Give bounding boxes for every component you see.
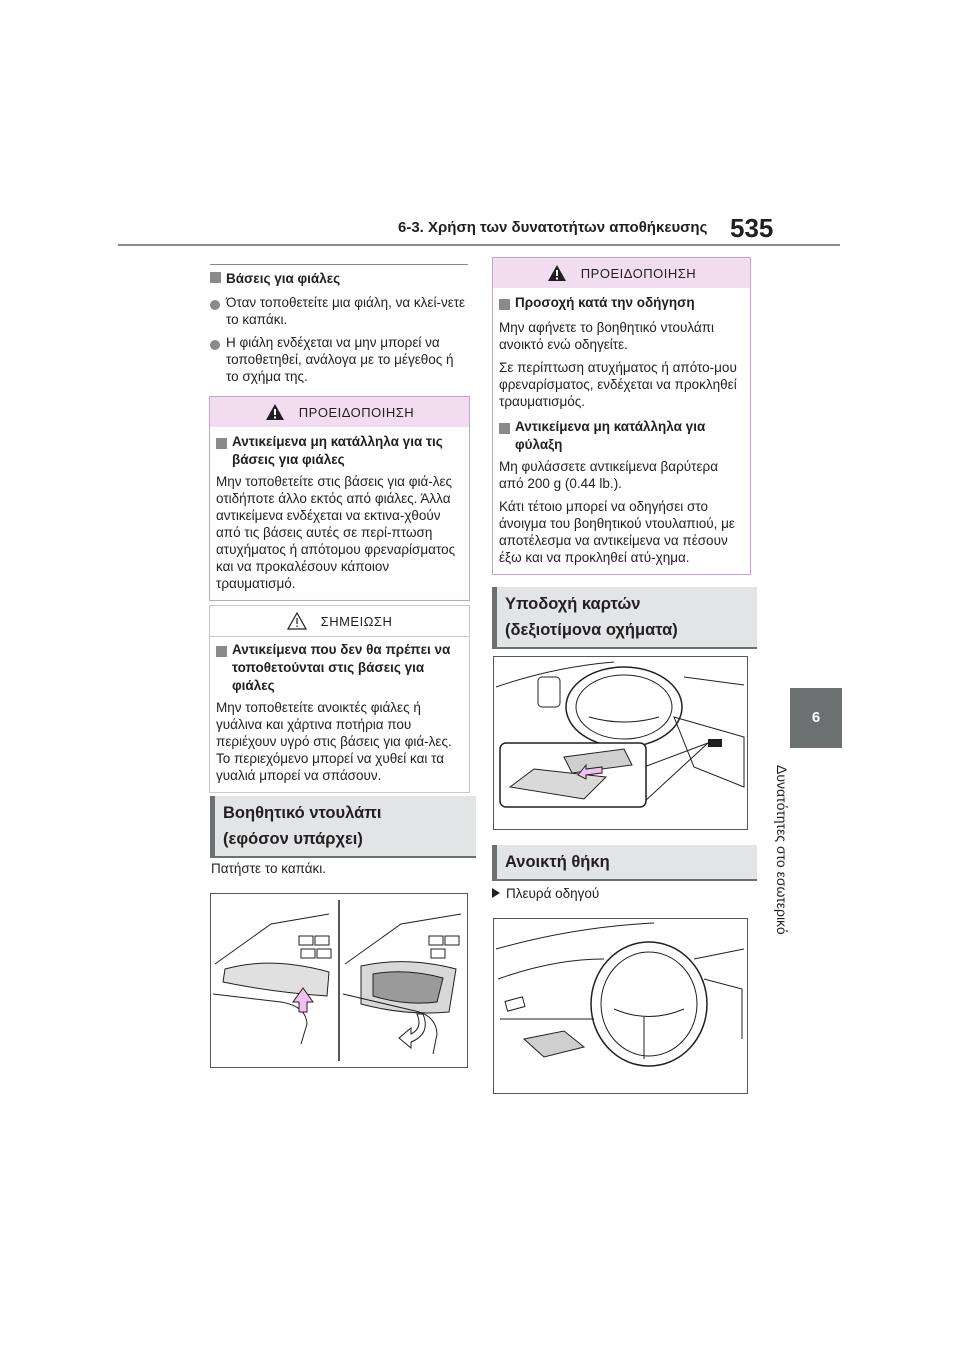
note-subheading: Αντικείμενα που δεν θα πρέπει να τοποθετούνται στις βάσεις για φιάλες	[216, 641, 463, 695]
warning-text: Μην αφήνετε το βοηθητικό ντουλάπι ανοικτό ενώ οδηγείτε.	[499, 320, 715, 352]
warning-box	[209, 396, 470, 601]
aux-box-drawing	[211, 894, 467, 1067]
card-holder-illustration	[493, 656, 748, 830]
section-title-line2: (δεξιοτίμονα οχήματα)	[505, 621, 678, 639]
open-tray-drawing	[494, 919, 747, 1093]
warning-header: ΠΡΟΕΙΔΟΠΟΙΗΣΗ	[493, 258, 750, 288]
page-number: 535	[730, 213, 774, 243]
warning-triangle-icon	[547, 264, 567, 282]
section-title: 6-3. Χρήση των δυνατοτήτων αποθήκευσης	[398, 219, 708, 236]
section-heading-open-tray	[492, 845, 757, 881]
rule	[210, 264, 468, 265]
section-title-line1: Υποδοχή καρτών	[505, 595, 641, 613]
note-header: ΣΗΜΕΙΩΣΗ	[210, 606, 469, 636]
square-bullet-icon	[210, 272, 221, 283]
warning-subheading: Προσοχή κατά την οδήγηση	[499, 294, 744, 315]
warning-triangle-icon	[265, 403, 285, 421]
chapter-side-text: Δυνατότητες στο εσωτερικό	[774, 765, 790, 935]
square-bullet-icon	[216, 438, 227, 449]
open-tray-illustration	[493, 918, 748, 1094]
aux-box-illustration	[210, 893, 468, 1068]
warning-subheading: Αντικείμενα μη κατάλληλα για φύλαξη	[499, 418, 744, 454]
warning-text: Σε περίπτωση ατυχήματος ή απότο-μου φρεναρίσματος, ενδέχεται να προκληθεί τραυματισμός.	[499, 360, 737, 409]
cup-holders-section	[210, 264, 468, 385]
square-bullet-icon	[499, 299, 510, 310]
note-text: Μην τοποθετείτε ανοικτές φιάλες ή γυάλινα και χάρτινα ποτήρια που περιέχουν υγρό στις βάσεις για φιά-λες. Το περιεχόμενο μπορεί να χυθεί και τα γυαλιά μπορεί να σπάσουν.	[216, 700, 452, 783]
circle-bullet-icon	[210, 300, 220, 310]
arrow-bullet-icon	[492, 888, 500, 898]
square-bullet-icon	[216, 646, 227, 657]
aux-box-instruction: Πατήστε το καπάκι.	[211, 861, 327, 876]
square-bullet-icon	[499, 423, 510, 434]
warning-box	[492, 257, 751, 575]
chapter-tab: 6	[790, 688, 842, 748]
header-divider	[118, 244, 840, 246]
open-tray-instruction: Πλευρά οδηγού	[492, 885, 599, 902]
circle-bullet-icon	[210, 340, 220, 350]
list-item: Η φιάλη ενδέχεται να μην μπορεί να τοποθετηθεί, ανάλογα με το μέγεθος ή το σχήμα της.	[210, 334, 468, 385]
card-holder-drawing	[494, 657, 747, 829]
list-item: Όταν τοποθετείτε μια φιάλη, να κλεί-νετε το καπάκι.	[210, 294, 468, 328]
section-title-line2: (εφόσον υπάρχει)	[223, 830, 363, 848]
note-box	[209, 605, 470, 793]
section-title-line1: Ανοικτή θήκη	[505, 853, 610, 871]
section-heading-card-holder	[492, 587, 757, 649]
warning-text: Μη φυλάσσετε αντικείμενα βαρύτερα από 200 g (0.44 lb.).	[499, 459, 718, 491]
section-heading-aux-box	[210, 796, 476, 858]
caution-triangle-icon	[287, 612, 307, 630]
warning-text: Μην τοποθετείτε στις βάσεις για φιά-λες οτιδήποτε άλλο εκτός από φιάλες. Άλλα αντικείμενα ενδέχεται να εκτινα-χθούν από τις βάσεις αυτές σε περί-πτωση ατυχήματος ή απότομου φρεναρίσματος και να προκαλέσουν κάποιον τραυματισμό.	[216, 474, 456, 591]
cup-holders-heading: Βάσεις για φιάλες	[210, 270, 468, 288]
chapter-side-label	[774, 765, 814, 965]
section-title-line1: Βοηθητικό ντουλάπι	[223, 804, 382, 822]
warning-subheading: Αντικείμενα μη κατάλληλα για τις βάσεις για φιάλες	[216, 433, 463, 469]
warning-text: Κάτι τέτοιο μπορεί να οδηγήσει στο άνοιγμα του βοηθητικού ντουλαπιού, με αποτέλεσμα να αντικείμενα να πέσουν έξω και να προκληθεί ατύ-χημα.	[499, 499, 735, 565]
warning-header: ΠΡΟΕΙΔΟΠΟΙΗΣΗ	[210, 397, 469, 427]
